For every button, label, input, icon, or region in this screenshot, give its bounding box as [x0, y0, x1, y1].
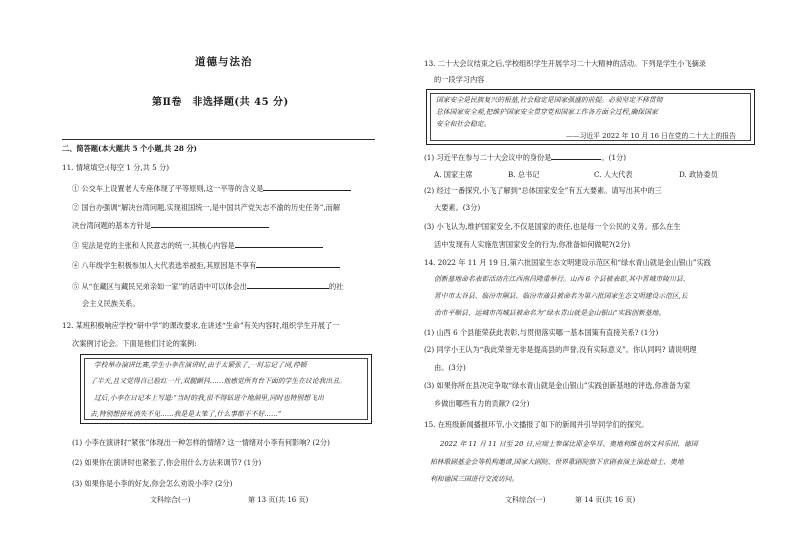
q12-sub-2: (2) 如果你在演讲时也紧张了,你会用什么方法来调节? (1分)	[72, 458, 262, 467]
q15-news-line-1: 2022 年 11 月 11 日至 20 日,应瑞士参谋比耶金华耳、奥地利维也纳文科乐团、德国	[440, 440, 698, 448]
q11-item-2: ② 国台办强调“解决台湾问题,实现祖国统一,是中国共产党矢志不渝的历史任务”,而解	[72, 203, 341, 212]
q14-stem-2: 创新基地命名表彰活动在江西南昌隆重举行。山西 6 个县被表彰,其中晋城市陵川县、	[434, 275, 690, 283]
q13-option-a: A. 国家主席	[434, 170, 473, 179]
page-title: 道德与法治	[195, 56, 253, 68]
q15-news-line-3: 利和德国三国进行交流访问。	[430, 475, 519, 483]
q13-quote-line-3: 安全和社会稳定。	[436, 120, 491, 128]
q12-stem-1: 12. 某班积极响应学校“研中学”的课改要求,在讲述“生命”有关内容时,组织学生开展了一	[62, 321, 340, 330]
q13-stem-2: 的一段学习内容	[434, 75, 485, 84]
footer-right-label: 文科综合(一)	[505, 496, 546, 504]
section-heading: 二、简答题(本大题共 5 个小题,共 28 分)	[62, 144, 197, 153]
q13-sub-3-cont: 活中发现有人实施危害国家安全的行为,你准备如何做呢?(2分)	[434, 240, 631, 249]
footer-right-page: 第 14 页(共 16 页)	[575, 496, 636, 504]
q13-quote-line-2: 总体国家安全观,把维护国家安全贯穿党和国家工作各方面全过程,确保国家	[436, 108, 658, 116]
q13-quote-source: ——习近平 2022 年 10 月 16 日在党的二十大上的报告	[566, 132, 736, 140]
q14-sub-2-cont: 由。(3分)	[434, 363, 466, 372]
q13-option-c: C. 人大代表	[594, 170, 633, 179]
q13-stem-1: 13. 二十大会议结束之后,学校组织学生开展学习二十大精神的活动。下列是学生小飞摘录	[424, 59, 706, 68]
q11-item-5: ⑤ 从“在藏区与藏民兄弟亲如一家”的话语中可以体会出 的社	[72, 282, 344, 291]
q14-stem-1: 14. 2022 年 11 月 19 日,第六批国家生态文明建设示范区和“绿水青山就是金山银山”实践	[424, 258, 711, 267]
q13-option-b: B. 总书记	[508, 170, 540, 179]
q12-case-line-4: 去,特别想拼死消失不见……我是是太笨了,什么事都干不好……”	[90, 410, 282, 418]
q11-item-4: ④ 八年级学生积极参加人大代表选举被拒,其原因是不享有	[72, 260, 340, 270]
footer-left-label: 文科综合(一)	[150, 496, 191, 504]
q12-stem-2: 次案例讨论会。下面是他们讨论的案例:	[72, 339, 197, 348]
q14-stem-4: 治市平顺县、运城市芮城县被命名为“绿水青山就是金山银山”实践创新基地。	[434, 309, 666, 317]
section-divider	[62, 139, 375, 140]
q12-sub-3: (3) 如果你是小李的好友,你会怎么劝说小李? (2分)	[72, 479, 233, 488]
q15-stem: 15. 在班级新闻播报环节,小文播报了如下的新闻并引导同学们的探究。	[424, 420, 649, 429]
q14-sub-3-cont: 乡做出哪些有力的贡献? (2分)	[434, 399, 530, 408]
q14-sub-3: (3) 如果你所在县决定争取“绿水青山就是金山银山”实践创新基地的评选,你准备为家	[424, 381, 691, 390]
q12-case-line-2: 了半天,且又觉得自己脸红一片,双腿颤抖……他感觉所有台下面的学生在议论我出丑。	[90, 377, 346, 385]
q13-sub-2-cont: 大要素。(3分)	[434, 203, 481, 212]
q13-option-d: D. 政协委员	[679, 170, 718, 179]
q13-sub-2: (2) 经过一番探究,小飞了解到“总体国家安全”有五大要素。请写出其中的三	[424, 186, 662, 195]
q11-item-3: ③ 宪法是党的主张和人民意志的统一,其核心内容是	[72, 240, 323, 250]
footer-left-page: 第 13 页(共 16 页)	[248, 496, 309, 504]
right-page	[397, 0, 794, 543]
q12-case-line-3: 过后,小李在日记本上写道:“当时的我,很不得钻进个地洞里,同时也特别想飞出	[94, 394, 324, 402]
q14-sub-1: (1) 山西 6 个县能荣获此表彰,与贯彻落实哪一基本国策有直接关系? (1分)	[424, 328, 659, 337]
q11-item-1: ① 公交车上设置老人专座体现了平等原则,这一平等的含义是	[72, 183, 351, 193]
q13-quote-line-1: 国家安全是民族复兴的根基,社会稳定是国家强盛的前提。必须坚定不移贯彻	[436, 96, 663, 104]
q15-news-line-2: 柏林歌剧基金会等机构邀请,国家大剧院、世界歌剧院旗下京剧表演主演赴瑞士、奥地	[430, 458, 684, 466]
q14-stem-3: 晋中市太谷县、临汾市隰县、临汾市蒲县被命名为第六批国家生态文明建设示范区,长	[434, 292, 688, 300]
q14-sub-2: (2) 同学小王认为“我此荣誉无非是提高县的声誉,没有实际意义”。你认同吗? 请说明理	[424, 345, 697, 354]
q13-sub-3: (3) 小飞认为,维护国家安全,不仅是国家的责任,也是每一个公民的义务。那么在生	[424, 222, 681, 231]
section-subtitle: 第Ⅱ卷 非选择题(共 45 分)	[152, 97, 289, 108]
q11-item-5-cont: 会主义民族关系。	[82, 299, 140, 308]
q11-item-2-cont: 决台湾问题的基本方针是	[72, 220, 269, 230]
q11-stem: 11. 情境填空:(每空 1 分,共 5 分)	[62, 163, 170, 172]
q12-sub-1: (1) 小李在演讲时“紧张”体现出一种怎样的情绪? 这一情绪对小李有何影响? (2分)	[72, 438, 330, 447]
q13-sub-1: (1) 习近平在参与二十大会议中的身份是 。(1分)	[424, 153, 627, 162]
q12-case-line-1: 学校举办演讲比赛,学生小李在演讲时,由于太紧张了,一时忘记了词,停顿	[94, 361, 307, 369]
